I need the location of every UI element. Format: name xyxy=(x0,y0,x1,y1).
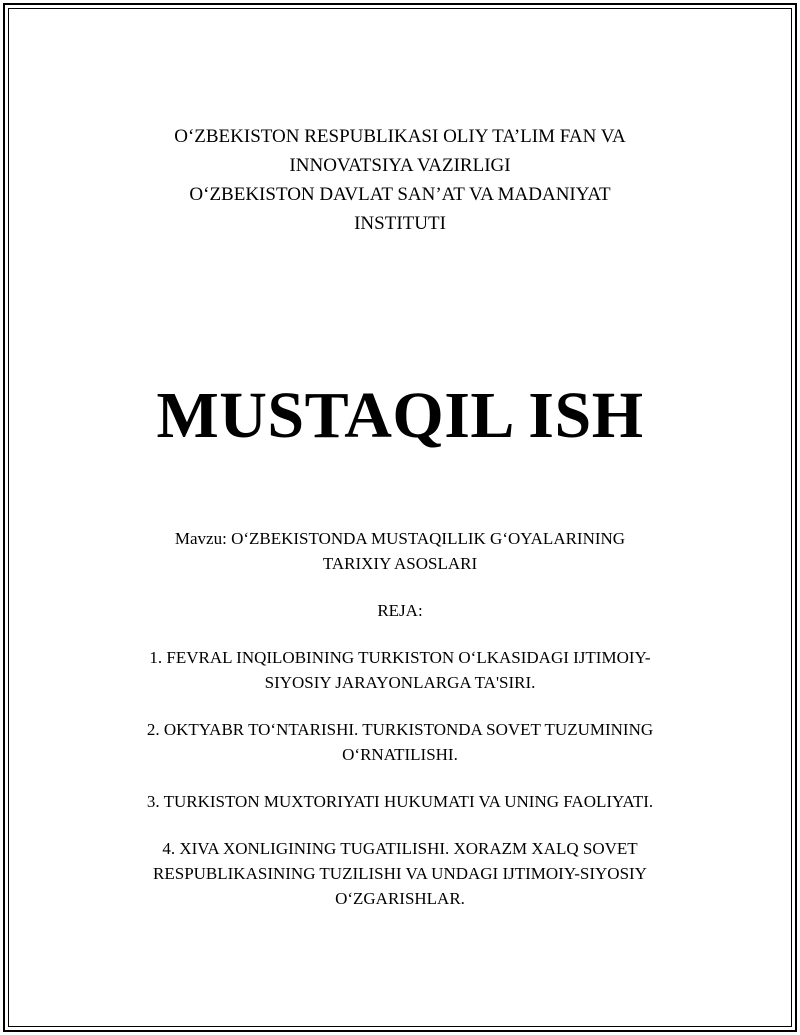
header-line: O‘ZBEKISTON DAVLAT SAN’AT VA MADANIYAT xyxy=(189,184,611,205)
plan-item-1 xyxy=(0,645,800,695)
plan-item-line: 4. XIVA XONLIGINING TUGATILISHI. XORAZM XALQ SOVET xyxy=(162,839,638,858)
plan-heading-text: REJA: xyxy=(377,601,423,620)
header-line: O‘ZBEKISTON RESPUBLIKASI OLIY TA’LIM FAN VA xyxy=(174,126,626,147)
plan-item-line: 3. TURKISTON MUXTORIYATI HUKUMATI VA UNING FAOLIYATI. xyxy=(146,792,654,811)
topic xyxy=(0,526,800,576)
document-content xyxy=(0,526,800,933)
plan-item-3 xyxy=(0,789,800,814)
plan-item-line: O‘RNATILISHI. xyxy=(342,745,458,764)
plan-item-line: 1. FEVRAL INQILOBINING TURKISTON O‘LKASIDAGI IJTIMOIY- xyxy=(149,648,651,667)
plan-item-4 xyxy=(0,836,800,911)
plan-heading xyxy=(0,598,800,623)
header-line: INSTITUTI xyxy=(354,213,446,234)
topic-line: Mavzu: O‘ZBEKISTONDA MUSTAQILLIK G‘OYALARINING xyxy=(174,529,626,548)
topic-line: TARIXIY ASOSLARI xyxy=(322,554,478,573)
plan-item-line: RESPUBLIKASINING TUZILISHI VA UNDAGI IJTIMOIY-SIYOSIY xyxy=(153,864,647,883)
plan-item-line: 2. OKTYABR TO‘NTARISHI. TURKISTONDA SOVET TUZUMINING xyxy=(146,720,654,739)
plan-item-line: O‘ZGARISHLAR. xyxy=(335,889,465,908)
plan-item-line: SIYOSIY JARAYONLARGA TA'SIRI. xyxy=(264,673,536,692)
plan-item-2 xyxy=(0,717,800,767)
header-line: INNOVATSIYA VAZIRLIGI xyxy=(289,155,511,176)
document-title: MUSTAQIL ISH xyxy=(156,379,644,452)
institution-header xyxy=(0,122,800,238)
